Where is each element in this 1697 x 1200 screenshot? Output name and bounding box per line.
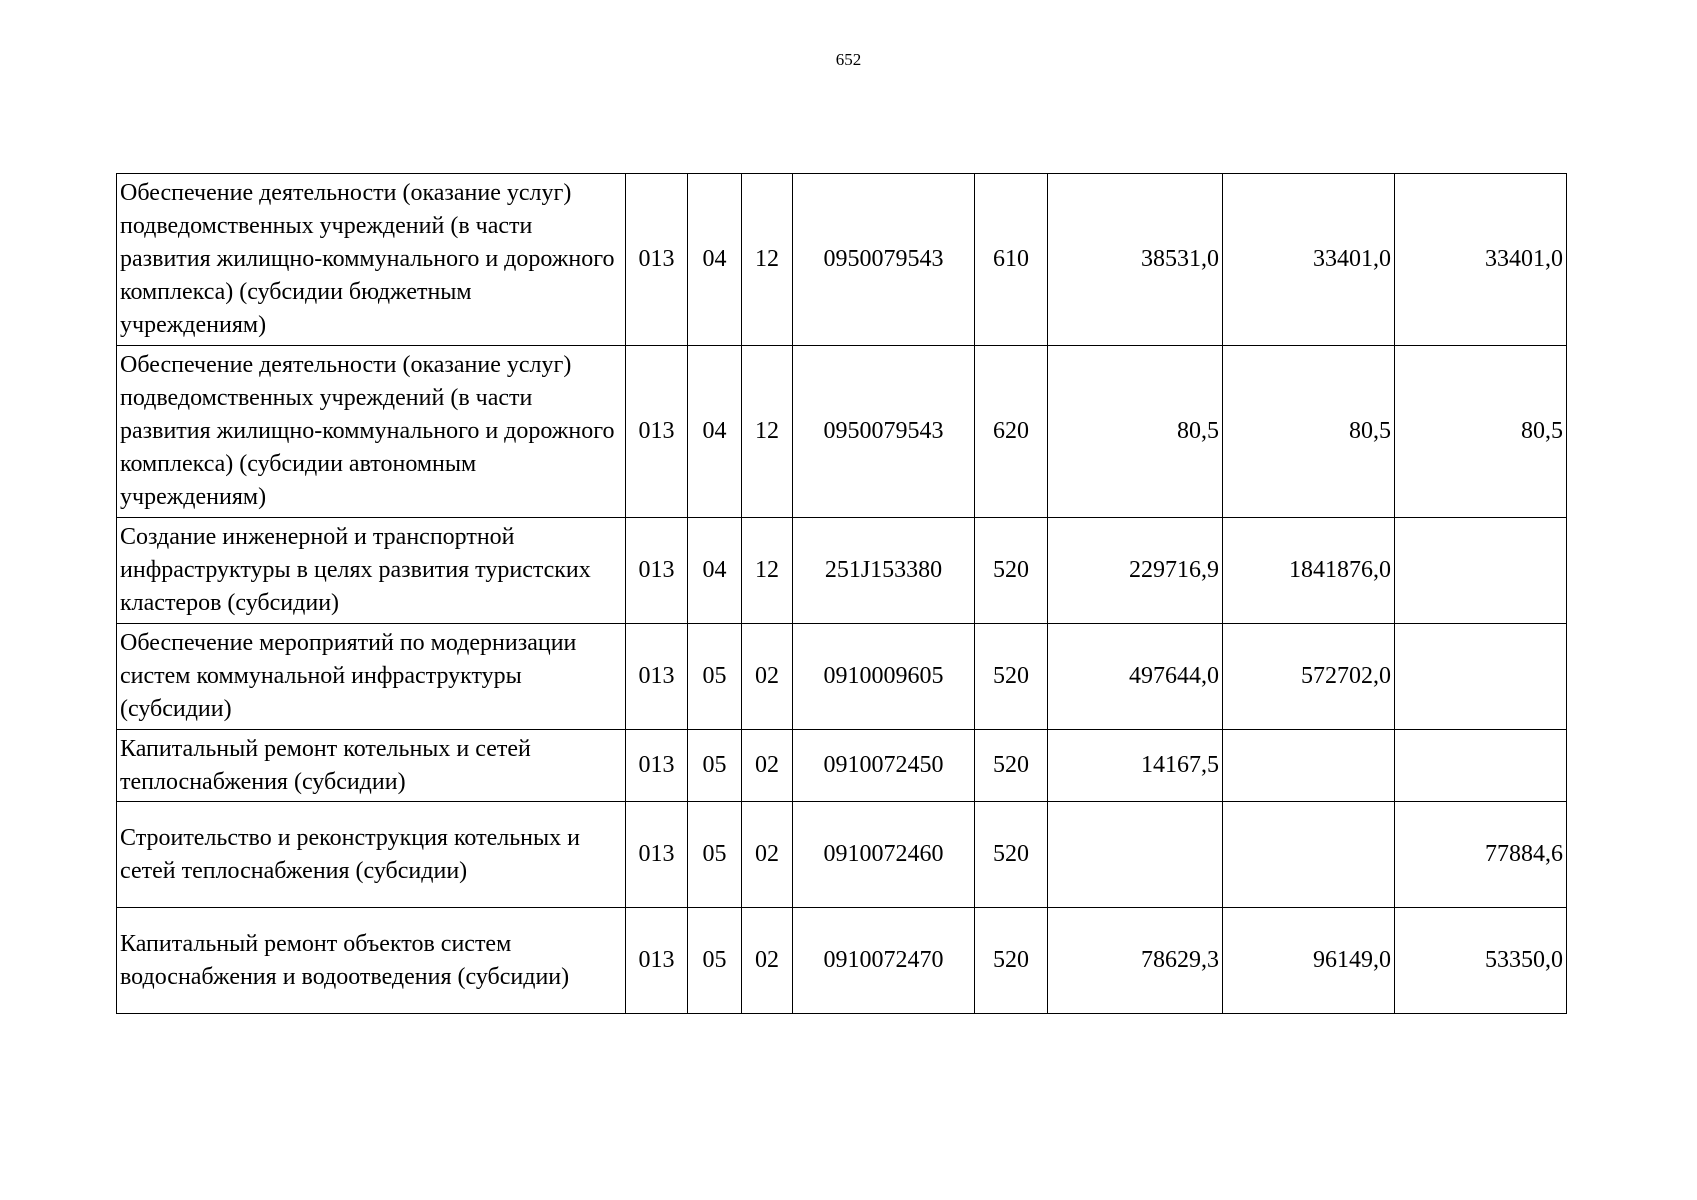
target-article-code: 0910072450: [793, 730, 975, 802]
table-row: [117, 730, 1567, 802]
section-code: 05: [688, 730, 742, 802]
row-name: Капитальный ремонт котельных и сетей теплоснабжения (субсидии): [117, 730, 626, 802]
grbs-code: 013: [626, 346, 688, 518]
amount-year-3: 53350,0: [1395, 908, 1567, 1014]
table-row: [117, 174, 1567, 346]
amount-year-2: 33401,0: [1223, 174, 1395, 346]
row-name: Обеспечение мероприятий по модернизации систем коммунальной инфраструктуры (субсидии): [117, 624, 626, 730]
target-article-code: 0950079543: [793, 174, 975, 346]
expense-type-code: 520: [975, 518, 1048, 624]
amount-year-3: [1395, 624, 1567, 730]
amount-year-1: 80,5: [1048, 346, 1223, 518]
target-article-code: 251J153380: [793, 518, 975, 624]
section-code: 05: [688, 624, 742, 730]
amount-year-2: [1223, 802, 1395, 908]
expense-type-code: 620: [975, 346, 1048, 518]
budget-table: [116, 173, 1567, 1014]
grbs-code: 013: [626, 518, 688, 624]
amount-year-2: 572702,0: [1223, 624, 1395, 730]
expense-type-code: 520: [975, 624, 1048, 730]
expense-type-code: 520: [975, 908, 1048, 1014]
amount-year-2: 80,5: [1223, 346, 1395, 518]
table-row: [117, 346, 1567, 518]
table-row: [117, 518, 1567, 624]
row-name: Строительство и реконструкция котельных и сетей теплоснабжения (субсидии): [117, 802, 626, 908]
grbs-code: 013: [626, 624, 688, 730]
target-article-code: 0910072470: [793, 908, 975, 1014]
subsection-code: 02: [742, 730, 793, 802]
subsection-code: 02: [742, 802, 793, 908]
target-article-code: 0910072460: [793, 802, 975, 908]
row-name: Обеспечение деятельности (оказание услуг) подведомственных учреждений (в части развития жилищно-коммунального и дорожного комплекса) (субсидии бюджетным учреждениям): [117, 174, 626, 346]
subsection-code: 02: [742, 908, 793, 1014]
amount-year-1: 229716,9: [1048, 518, 1223, 624]
amount-year-3: [1395, 730, 1567, 802]
section-code: 04: [688, 346, 742, 518]
grbs-code: 013: [626, 802, 688, 908]
row-name: Обеспечение деятельности (оказание услуг) подведомственных учреждений (в части развития жилищно-коммунального и дорожного комплекса) (субсидии автономным учреждениям): [117, 346, 626, 518]
amount-year-2: [1223, 730, 1395, 802]
section-code: 05: [688, 802, 742, 908]
expense-type-code: 520: [975, 802, 1048, 908]
section-code: 05: [688, 908, 742, 1014]
amount-year-1: 497644,0: [1048, 624, 1223, 730]
subsection-code: 12: [742, 174, 793, 346]
table-row: [117, 908, 1567, 1014]
amount-year-1: 14167,5: [1048, 730, 1223, 802]
subsection-code: 02: [742, 624, 793, 730]
grbs-code: 013: [626, 174, 688, 346]
expense-type-code: 520: [975, 730, 1048, 802]
table-row: [117, 624, 1567, 730]
amount-year-3: 77884,6: [1395, 802, 1567, 908]
amount-year-2: 1841876,0: [1223, 518, 1395, 624]
amount-year-1: [1048, 802, 1223, 908]
amount-year-3: 80,5: [1395, 346, 1567, 518]
amount-year-3: [1395, 518, 1567, 624]
target-article-code: 0950079543: [793, 346, 975, 518]
amount-year-2: 96149,0: [1223, 908, 1395, 1014]
amount-year-3: 33401,0: [1395, 174, 1567, 346]
amount-year-1: 78629,3: [1048, 908, 1223, 1014]
section-code: 04: [688, 518, 742, 624]
expense-type-code: 610: [975, 174, 1048, 346]
subsection-code: 12: [742, 346, 793, 518]
section-code: 04: [688, 174, 742, 346]
row-name: Создание инженерной и транспортной инфраструктуры в целях развития туристских кластеров (субсидии): [117, 518, 626, 624]
amount-year-1: 38531,0: [1048, 174, 1223, 346]
table-row: [117, 802, 1567, 908]
grbs-code: 013: [626, 730, 688, 802]
subsection-code: 12: [742, 518, 793, 624]
row-name: Капитальный ремонт объектов систем водоснабжения и водоотведения (субсидии): [117, 908, 626, 1014]
grbs-code: 013: [626, 908, 688, 1014]
target-article-code: 0910009605: [793, 624, 975, 730]
page-number: 652: [835, 50, 862, 69]
